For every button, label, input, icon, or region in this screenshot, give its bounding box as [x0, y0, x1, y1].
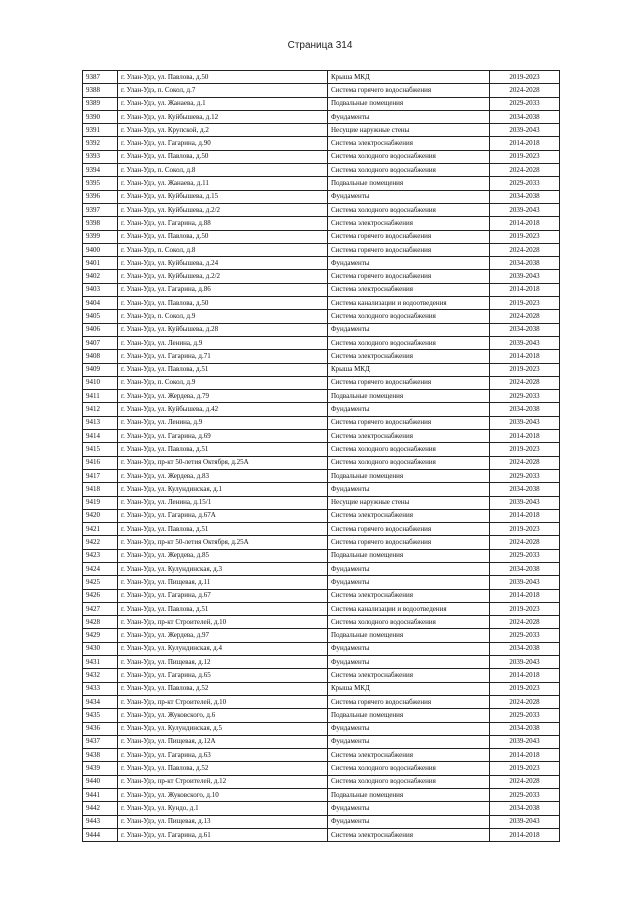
address-cell: г. Улан-Удэ, ул. Жуковского, д.10 [118, 789, 328, 802]
table-row [83, 536, 560, 549]
row-number: 9396 [83, 190, 118, 203]
row-number: 9431 [83, 656, 118, 669]
work-type-cell: Система холодного водоснабжения [328, 616, 490, 629]
address-cell: г. Улан-Удэ, ул. Ленина, д.9 [118, 416, 328, 429]
work-type-cell: Система холодного водоснабжения [328, 150, 490, 163]
address-cell: г. Улан-Удэ, ул. Гагарина, д.86 [118, 283, 328, 296]
table-row [83, 669, 560, 682]
address-cell: г. Улан-Удэ, ул. Павлова, д.51 [118, 602, 328, 615]
table-row [83, 523, 560, 536]
address-cell: г. Улан-Удэ, ул. Павлова, д.51 [118, 523, 328, 536]
row-number: 9418 [83, 483, 118, 496]
table-row [83, 336, 560, 349]
work-type-cell: Подвальные помещения [328, 97, 490, 110]
table-row [83, 150, 560, 163]
work-type-cell: Система холодного водоснабжения [328, 336, 490, 349]
work-type-cell: Фундаменты [328, 642, 490, 655]
table-row [83, 363, 560, 376]
row-number: 9405 [83, 310, 118, 323]
table-row [83, 270, 560, 283]
address-cell: г. Улан-Удэ, ул. Гагарина, д.88 [118, 217, 328, 230]
address-cell: г. Улан-Удэ, ул. Кундо, д.1 [118, 802, 328, 815]
period-cell: 2024-2028 [490, 310, 560, 323]
period-cell: 2019-2023 [490, 297, 560, 310]
row-number: 9433 [83, 682, 118, 695]
work-type-cell: Система электроснабжения [328, 137, 490, 150]
address-cell: г. Улан-Удэ, ул. Гагарина, д.67А [118, 509, 328, 522]
address-cell: г. Улан-Удэ, ул. Жуковского, д.6 [118, 709, 328, 722]
table-row [83, 297, 560, 310]
address-cell: г. Улан-Удэ, ул. Гагарина, д.90 [118, 137, 328, 150]
period-cell: 2014-2018 [490, 749, 560, 762]
work-type-cell: Система канализации и водоотведения [328, 297, 490, 310]
table-row [83, 469, 560, 482]
row-number: 9392 [83, 137, 118, 150]
work-type-cell: Крыша МКД [328, 682, 490, 695]
period-cell: 2019-2023 [490, 71, 560, 84]
work-type-cell: Несущие наружные стены [328, 124, 490, 137]
work-type-cell: Система электроснабжения [328, 589, 490, 602]
table-row [83, 203, 560, 216]
row-number: 9416 [83, 456, 118, 469]
table-row [83, 217, 560, 230]
period-cell: 2039-2043 [490, 336, 560, 349]
address-cell: г. Улан-Удэ, ул. Куйбышева, д.12 [118, 110, 328, 123]
row-number: 9411 [83, 390, 118, 403]
row-number: 9399 [83, 230, 118, 243]
row-number: 9394 [83, 164, 118, 177]
work-type-cell: Система горячего водоснабжения [328, 523, 490, 536]
work-type-cell: Система электроснабжения [328, 283, 490, 296]
work-type-cell: Подвальные помещения [328, 390, 490, 403]
row-number: 9428 [83, 616, 118, 629]
period-cell: 2034-2038 [490, 110, 560, 123]
row-number: 9413 [83, 416, 118, 429]
row-number: 9425 [83, 576, 118, 589]
work-type-cell: Фундаменты [328, 656, 490, 669]
address-cell: г. Улан-Удэ, ул. Павлова, д.51 [118, 443, 328, 456]
address-cell: г. Улан-Удэ, ул. Павлова, д.50 [118, 150, 328, 163]
work-type-cell: Фундаменты [328, 802, 490, 815]
period-cell: 2039-2043 [490, 270, 560, 283]
address-cell: г. Улан-Удэ, п. Сокол, д.8 [118, 164, 328, 177]
period-cell: 2029-2033 [490, 549, 560, 562]
repair-schedule-table [82, 70, 560, 842]
table-row [83, 323, 560, 336]
period-cell: 2024-2028 [490, 536, 560, 549]
row-number: 9434 [83, 695, 118, 708]
address-cell: г. Улан-Удэ, ул. Кулундинская, д.1 [118, 483, 328, 496]
table-row [83, 802, 560, 815]
row-number: 9432 [83, 669, 118, 682]
row-number: 9401 [83, 257, 118, 270]
table-row [83, 576, 560, 589]
work-type-cell: Крыша МКД [328, 71, 490, 84]
period-cell: 2024-2028 [490, 616, 560, 629]
period-cell: 2024-2028 [490, 243, 560, 256]
row-number: 9408 [83, 350, 118, 363]
table-row [83, 616, 560, 629]
address-cell: г. Улан-Удэ, ул. Жанаева, д.11 [118, 177, 328, 190]
address-cell: г. Улан-Удэ, п. Сокол, д.9 [118, 310, 328, 323]
address-cell: г. Улан-Удэ, ул. Куйбышева, д.42 [118, 403, 328, 416]
table-row [83, 110, 560, 123]
period-cell: 2039-2043 [490, 496, 560, 509]
row-number: 9437 [83, 735, 118, 748]
period-cell: 2024-2028 [490, 84, 560, 97]
period-cell: 2034-2038 [490, 190, 560, 203]
period-cell: 2014-2018 [490, 350, 560, 363]
period-cell: 2029-2033 [490, 629, 560, 642]
address-cell: г. Улан-Удэ, пр-кт 50-летия Октября, д.25А [118, 456, 328, 469]
table-row [83, 642, 560, 655]
period-cell: 2029-2033 [490, 177, 560, 190]
work-type-cell: Фундаменты [328, 576, 490, 589]
address-cell: г. Улан-Удэ, ул. Павлова, д.51 [118, 363, 328, 376]
period-cell: 2019-2023 [490, 602, 560, 615]
work-type-cell: Фундаменты [328, 323, 490, 336]
work-type-cell: Система электроснабжения [328, 749, 490, 762]
period-cell: 2019-2023 [490, 523, 560, 536]
table-body [83, 71, 560, 842]
row-number: 9417 [83, 469, 118, 482]
row-number: 9404 [83, 297, 118, 310]
work-type-cell: Система холодного водоснабжения [328, 203, 490, 216]
table-row [83, 177, 560, 190]
work-type-cell: Фундаменты [328, 722, 490, 735]
row-number: 9420 [83, 509, 118, 522]
work-type-cell: Система холодного водоснабжения [328, 456, 490, 469]
address-cell: г. Улан-Удэ, ул. Гагарина, д.61 [118, 828, 328, 841]
work-type-cell: Система электроснабжения [328, 350, 490, 363]
period-cell: 2029-2033 [490, 97, 560, 110]
table-row [83, 430, 560, 443]
period-cell: 2014-2018 [490, 137, 560, 150]
address-cell: г. Улан-Удэ, ул. Гагарина, д.65 [118, 669, 328, 682]
address-cell: г. Улан-Удэ, ул. Павлова, д.50 [118, 71, 328, 84]
period-cell: 2034-2038 [490, 562, 560, 575]
work-type-cell: Несущие наружные стены [328, 496, 490, 509]
work-type-cell: Система горячего водоснабжения [328, 84, 490, 97]
work-type-cell: Система горячего водоснабжения [328, 376, 490, 389]
table-row [83, 124, 560, 137]
period-cell: 2039-2043 [490, 656, 560, 669]
address-cell: г. Улан-Удэ, ул. Ленина, д.9 [118, 336, 328, 349]
row-number: 9426 [83, 589, 118, 602]
period-cell: 2019-2023 [490, 443, 560, 456]
row-number: 9415 [83, 443, 118, 456]
table-row [83, 749, 560, 762]
table-row [83, 84, 560, 97]
period-cell: 2019-2023 [490, 762, 560, 775]
work-type-cell: Фундаменты [328, 257, 490, 270]
row-number: 9443 [83, 815, 118, 828]
address-cell: г. Улан-Удэ, пр-кт Строителей, д.10 [118, 616, 328, 629]
row-number: 9395 [83, 177, 118, 190]
work-type-cell: Система горячего водоснабжения [328, 230, 490, 243]
table-row [83, 456, 560, 469]
address-cell: г. Улан-Удэ, ул. Куйбышева, д.2/2 [118, 203, 328, 216]
table-row [83, 97, 560, 110]
period-cell: 2039-2043 [490, 416, 560, 429]
table-row [83, 695, 560, 708]
row-number: 9389 [83, 97, 118, 110]
work-type-cell: Система холодного водоснабжения [328, 164, 490, 177]
period-cell: 2039-2043 [490, 203, 560, 216]
row-number: 9436 [83, 722, 118, 735]
row-number: 9440 [83, 775, 118, 788]
table-row [83, 762, 560, 775]
table-row [83, 629, 560, 642]
work-type-cell: Фундаменты [328, 815, 490, 828]
address-cell: г. Улан-Удэ, пр-кт Строителей, д.12 [118, 775, 328, 788]
address-cell: г. Улан-Удэ, ул. Куйбышева, д.24 [118, 257, 328, 270]
row-number: 9429 [83, 629, 118, 642]
table-row [83, 549, 560, 562]
period-cell: 2039-2043 [490, 124, 560, 137]
period-cell: 2039-2043 [490, 576, 560, 589]
work-type-cell: Система электроснабжения [328, 509, 490, 522]
address-cell: г. Улан-Удэ, ул. Пищевая, д.11 [118, 576, 328, 589]
period-cell: 2034-2038 [490, 483, 560, 496]
address-cell: г. Улан-Удэ, ул. Куйбышева, д.15 [118, 190, 328, 203]
address-cell: г. Улан-Удэ, ул. Кулундинская, д.3 [118, 562, 328, 575]
row-number: 9439 [83, 762, 118, 775]
row-number: 9407 [83, 336, 118, 349]
table-row [83, 589, 560, 602]
row-number: 9410 [83, 376, 118, 389]
period-cell: 2014-2018 [490, 589, 560, 602]
table-row [83, 416, 560, 429]
address-cell: г. Улан-Удэ, ул. Пищевая, д.12 [118, 656, 328, 669]
period-cell: 2014-2018 [490, 283, 560, 296]
address-cell: г. Улан-Удэ, ул. Жанаева, д.1 [118, 97, 328, 110]
table-row [83, 815, 560, 828]
period-cell: 2034-2038 [490, 257, 560, 270]
table-row [83, 310, 560, 323]
address-cell: г. Улан-Удэ, ул. Павлова, д.50 [118, 230, 328, 243]
address-cell: г. Улан-Удэ, ул. Куйбышева, д.2/2 [118, 270, 328, 283]
work-type-cell: Система электроснабжения [328, 430, 490, 443]
period-cell: 2029-2033 [490, 789, 560, 802]
work-type-cell: Система канализации и водоотведения [328, 602, 490, 615]
work-type-cell: Подвальные помещения [328, 549, 490, 562]
work-type-cell: Система электроснабжения [328, 828, 490, 841]
work-type-cell: Система горячего водоснабжения [328, 243, 490, 256]
work-type-cell: Подвальные помещения [328, 789, 490, 802]
row-number: 9393 [83, 150, 118, 163]
table-row [83, 722, 560, 735]
work-type-cell: Подвальные помещения [328, 629, 490, 642]
address-cell: г. Улан-Удэ, ул. Ленина, д.15/1 [118, 496, 328, 509]
address-cell: г. Улан-Удэ, ул. Пищевая, д.13 [118, 815, 328, 828]
period-cell: 2024-2028 [490, 695, 560, 708]
work-type-cell: Система электроснабжения [328, 217, 490, 230]
row-number: 9388 [83, 84, 118, 97]
address-cell: г. Улан-Удэ, ул. Куйбышева, д.28 [118, 323, 328, 336]
work-type-cell: Система горячего водоснабжения [328, 695, 490, 708]
period-cell: 2014-2018 [490, 217, 560, 230]
row-number: 9390 [83, 110, 118, 123]
address-cell: г. Улан-Удэ, ул. Гагарина, д.71 [118, 350, 328, 363]
table-row [83, 509, 560, 522]
address-cell: г. Улан-Удэ, ул. Пищевая, д.12А [118, 735, 328, 748]
address-cell: г. Улан-Удэ, ул. Жердева, д.97 [118, 629, 328, 642]
table-row [83, 243, 560, 256]
table-row [83, 230, 560, 243]
address-cell: г. Улан-Удэ, ул. Кулундинская, д.4 [118, 642, 328, 655]
work-type-cell: Фундаменты [328, 735, 490, 748]
row-number: 9400 [83, 243, 118, 256]
address-cell: г. Улан-Удэ, ул. Гагарина, д.67 [118, 589, 328, 602]
table-row [83, 443, 560, 456]
work-type-cell: Подвальные помещения [328, 469, 490, 482]
table-row [83, 283, 560, 296]
period-cell: 2024-2028 [490, 376, 560, 389]
row-number: 9430 [83, 642, 118, 655]
work-type-cell: Фундаменты [328, 562, 490, 575]
address-cell: г. Улан-Удэ, ул. Павлова, д.50 [118, 297, 328, 310]
period-cell: 2019-2023 [490, 682, 560, 695]
period-cell: 2014-2018 [490, 509, 560, 522]
address-cell: г. Улан-Удэ, п. Сокол, д.9 [118, 376, 328, 389]
row-number: 9444 [83, 828, 118, 841]
row-number: 9442 [83, 802, 118, 815]
period-cell: 2034-2038 [490, 802, 560, 815]
table-row [83, 562, 560, 575]
period-cell: 2039-2043 [490, 815, 560, 828]
period-cell: 2014-2018 [490, 430, 560, 443]
period-cell: 2019-2023 [490, 150, 560, 163]
work-type-cell: Система горячего водоснабжения [328, 270, 490, 283]
work-type-cell: Подвальные помещения [328, 177, 490, 190]
row-number: 9412 [83, 403, 118, 416]
period-cell: 2039-2043 [490, 735, 560, 748]
work-type-cell: Фундаменты [328, 110, 490, 123]
table-row [83, 602, 560, 615]
period-cell: 2024-2028 [490, 456, 560, 469]
period-cell: 2029-2033 [490, 390, 560, 403]
table-row [83, 483, 560, 496]
row-number: 9421 [83, 523, 118, 536]
table-row [83, 350, 560, 363]
work-type-cell: Система горячего водоснабжения [328, 416, 490, 429]
table-row [83, 682, 560, 695]
row-number: 9427 [83, 602, 118, 615]
period-cell: 2034-2038 [490, 323, 560, 336]
table-row [83, 828, 560, 841]
period-cell: 2024-2028 [490, 164, 560, 177]
work-type-cell: Фундаменты [328, 190, 490, 203]
address-cell: г. Улан-Удэ, ул. Павлова, д.52 [118, 682, 328, 695]
row-number: 9406 [83, 323, 118, 336]
table-row [83, 390, 560, 403]
page-title: Страница 314 [287, 40, 353, 51]
row-number: 9422 [83, 536, 118, 549]
address-cell: г. Улан-Удэ, ул. Жердева, д.85 [118, 549, 328, 562]
address-cell: г. Улан-Удэ, ул. Жердева, д.79 [118, 390, 328, 403]
table-row [83, 190, 560, 203]
row-number: 9398 [83, 217, 118, 230]
period-cell: 2029-2033 [490, 709, 560, 722]
address-cell: г. Улан-Удэ, пр-кт 50-летия Октября, д.25А [118, 536, 328, 549]
work-type-cell: Фундаменты [328, 483, 490, 496]
table-row [83, 735, 560, 748]
table-row [83, 137, 560, 150]
row-number: 9441 [83, 789, 118, 802]
table-row [83, 71, 560, 84]
period-cell: 2014-2018 [490, 828, 560, 841]
address-cell: г. Улан-Удэ, ул. Павлова, д.52 [118, 762, 328, 775]
work-type-cell: Система холодного водоснабжения [328, 310, 490, 323]
row-number: 9409 [83, 363, 118, 376]
table-row [83, 376, 560, 389]
table-row [83, 403, 560, 416]
table-row [83, 257, 560, 270]
row-number: 9402 [83, 270, 118, 283]
row-number: 9391 [83, 124, 118, 137]
period-cell: 2034-2038 [490, 642, 560, 655]
address-cell: г. Улан-Удэ, ул. Жердева, д.83 [118, 469, 328, 482]
table-row [83, 789, 560, 802]
work-type-cell: Фундаменты [328, 403, 490, 416]
table-row [83, 775, 560, 788]
address-cell: г. Улан-Удэ, ул. Кулундинская, д.5 [118, 722, 328, 735]
work-type-cell: Система холодного водоснабжения [328, 443, 490, 456]
period-cell: 2019-2023 [490, 230, 560, 243]
period-cell: 2034-2038 [490, 722, 560, 735]
row-number: 9414 [83, 430, 118, 443]
address-cell: г. Улан-Удэ, п. Сокол, д.8 [118, 243, 328, 256]
address-cell: г. Улан-Удэ, п. Сокол, д.7 [118, 84, 328, 97]
address-cell: г. Улан-Удэ, ул. Гагарина, д.69 [118, 430, 328, 443]
work-type-cell: Система электроснабжения [328, 669, 490, 682]
period-cell: 2019-2023 [490, 363, 560, 376]
work-type-cell: Система холодного водоснабжения [328, 775, 490, 788]
row-number: 9387 [83, 71, 118, 84]
table-row [83, 656, 560, 669]
row-number: 9403 [83, 283, 118, 296]
table-row [83, 496, 560, 509]
address-cell: г. Улан-Удэ, ул. Крупской, д.2 [118, 124, 328, 137]
row-number: 9435 [83, 709, 118, 722]
address-cell: г. Улан-Удэ, пр-кт Строителей, д.10 [118, 695, 328, 708]
period-cell: 2024-2028 [490, 775, 560, 788]
row-number: 9438 [83, 749, 118, 762]
work-type-cell: Система холодного водоснабжения [328, 762, 490, 775]
row-number: 9397 [83, 203, 118, 216]
work-type-cell: Подвальные помещения [328, 709, 490, 722]
table-row [83, 709, 560, 722]
row-number: 9424 [83, 562, 118, 575]
work-type-cell: Крыша МКД [328, 363, 490, 376]
table-row [83, 164, 560, 177]
address-cell: г. Улан-Удэ, ул. Гагарина, д.63 [118, 749, 328, 762]
period-cell: 2029-2033 [490, 469, 560, 482]
row-number: 9423 [83, 549, 118, 562]
row-number: 9419 [83, 496, 118, 509]
work-type-cell: Система горячего водоснабжения [328, 536, 490, 549]
period-cell: 2034-2038 [490, 403, 560, 416]
period-cell: 2014-2018 [490, 669, 560, 682]
